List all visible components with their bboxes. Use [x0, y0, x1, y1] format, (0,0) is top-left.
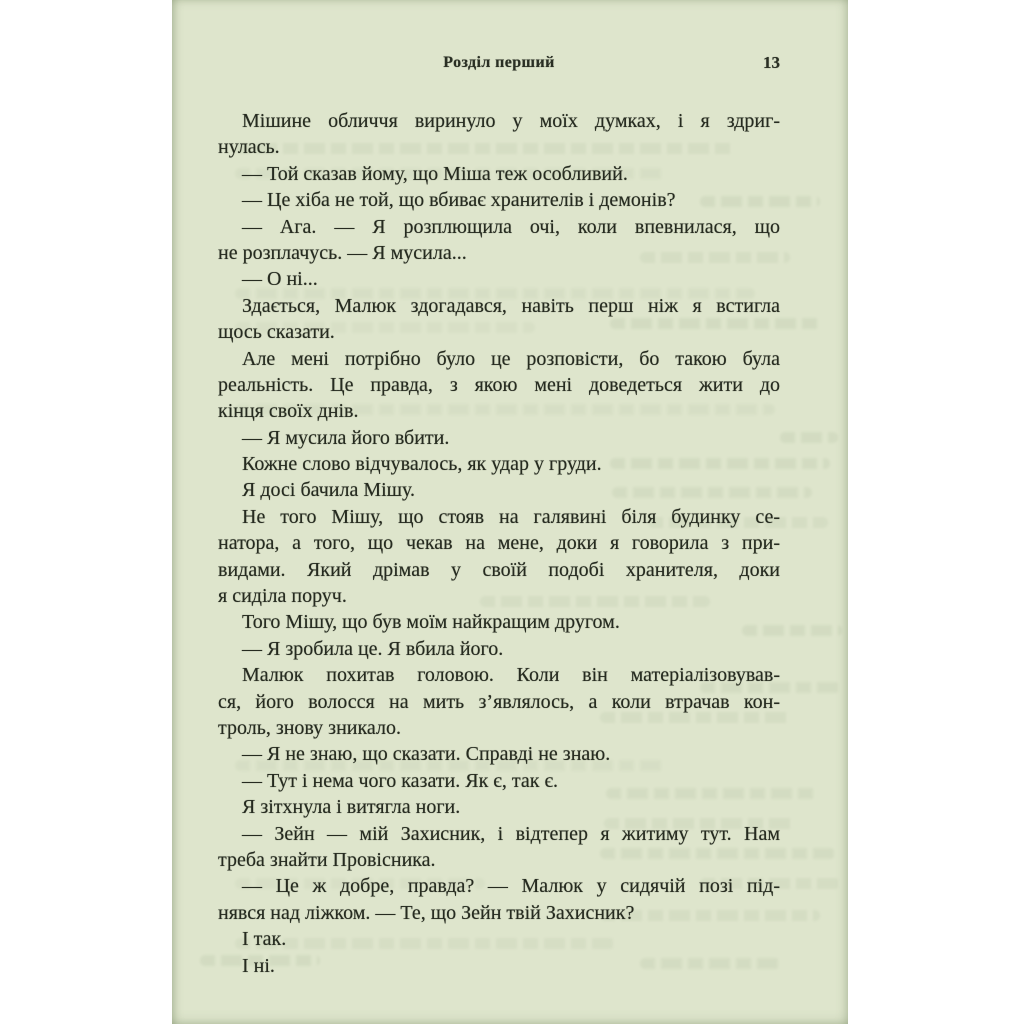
text-line: Але мені потрібно було це розповісти, бо такою була — [242, 347, 780, 370]
bleed-smudge — [780, 432, 838, 443]
page-number: 13 — [763, 53, 780, 72]
text-line: натора, а того, що чекав на мене, доки я говорила з при- — [218, 532, 780, 555]
text-line: щось сказати. — [218, 321, 335, 344]
text-line: — Ага. — Я розплющила очі, коли впевнилася, що — [242, 215, 780, 238]
text-line: — Це хіба не той, що вбиває хранителів і демонів? — [242, 189, 676, 212]
text-line: видами. Який дрімав у своїй подобі хранителя, доки — [218, 558, 780, 581]
text-line: І так. — [242, 928, 287, 951]
text-line: — Тут і нема чого казати. Як є, так є. — [242, 769, 559, 792]
text-line: реальність. Це правда, з якою мені доведеться жити до — [218, 373, 780, 396]
text-line: — Я зробила це. Я вбила його. — [242, 637, 504, 660]
running-head — [218, 54, 780, 78]
text-line: Мішине обличчя виринуло у моїх думках, і я здриг- — [242, 110, 780, 132]
text-line: треба знайти Провісника. — [218, 848, 436, 871]
text-line: — Я не знаю, що сказати. Справді не знаю. — [242, 743, 611, 766]
text-line: Здається, Малюк здогадався, навіть перш ніж я встигла — [242, 294, 780, 317]
text-line: Я досі бачила Мішу. — [242, 479, 416, 502]
text-line: — Це ж добре, правда? — Малюк у сидячій позі під- — [242, 875, 780, 898]
text-line: — Я мусила його вбити. — [242, 426, 450, 449]
text-line: І ні. — [242, 954, 275, 977]
text-line: — Той сказав йому, що Міша теж особливий. — [242, 162, 628, 185]
text-line: Кожне слово відчувалось, як удар у груди. — [242, 453, 602, 476]
chapter-title: Розділ перший — [443, 54, 555, 71]
book-page — [172, 0, 848, 1024]
text-line: Того Мішу, що був моїм найкращим другом. — [242, 611, 620, 634]
text-line: ся, його волосся на мить з’являлось, а коли втрачав кон- — [218, 690, 780, 713]
text-line: Я зітхнула і витягла ноги. — [242, 796, 461, 819]
text-line: — Зейн — мій Захисник, і відтепер я житиму тут. Нам — [242, 822, 780, 845]
text-line: — О ні... — [242, 268, 318, 291]
text-line: Малюк похитав головою. Коли він матеріалізовував- — [242, 664, 780, 687]
body-text — [218, 108, 780, 979]
text-line: кінця своїх днів. — [218, 400, 359, 423]
text-line: троль, знову зникало. — [218, 716, 401, 739]
text-line: нулась. — [218, 136, 280, 159]
text-line: я сиділа поруч. — [218, 585, 347, 608]
text-line: Не того Мішу, що стояв на галявині біля будинку се- — [242, 505, 780, 528]
text-line: нявся над ліжком. — Те, що Зейн твій Захисник? — [218, 901, 635, 924]
text-line: не розплачусь. — Я мусила... — [218, 241, 467, 264]
